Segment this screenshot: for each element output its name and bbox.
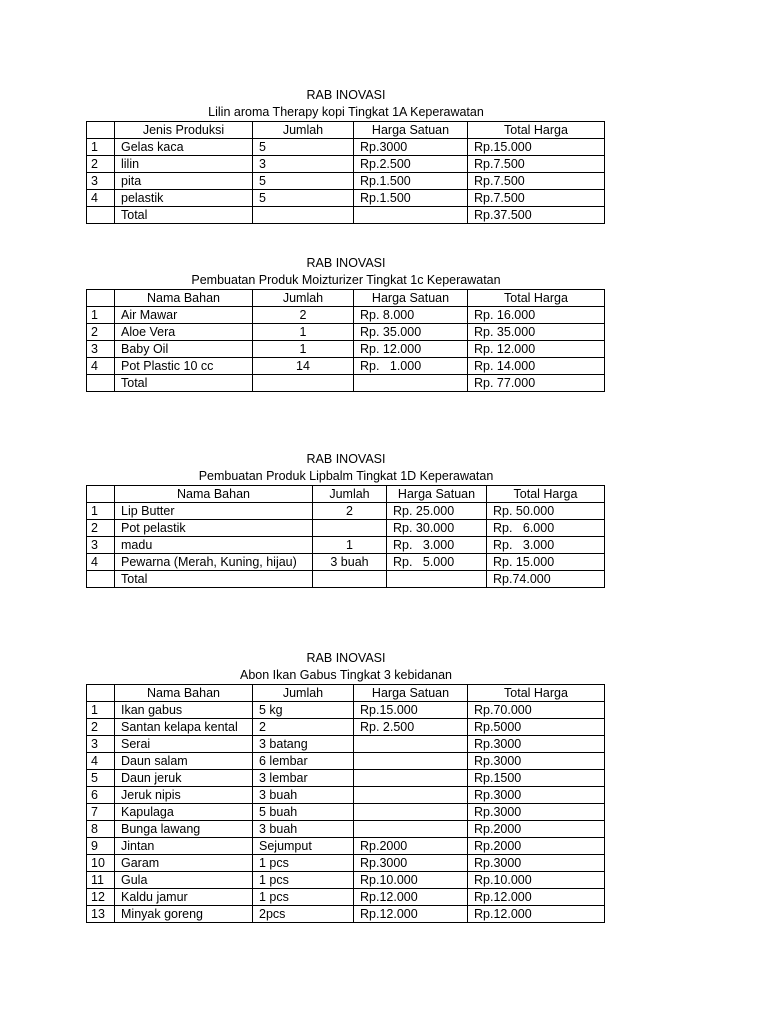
table-cell: 1	[253, 341, 354, 358]
table-cell: 1	[87, 702, 115, 719]
table-cell: 4	[87, 190, 115, 207]
table-cell: 3 batang	[253, 736, 354, 753]
column-header: Jumlah	[313, 486, 387, 503]
table-cell: Jintan	[115, 838, 253, 855]
section-title: RAB INOVASI	[306, 452, 386, 466]
table-cell: Pot Plastic 10 cc	[115, 358, 253, 375]
column-header: Jumlah	[253, 685, 354, 702]
table-cell: Rp.10.000	[354, 872, 468, 889]
table-cell: 4	[87, 753, 115, 770]
table-cell: Kaldu jamur	[115, 889, 253, 906]
table-cell: 2	[253, 307, 354, 324]
table-cell: 3	[87, 736, 115, 753]
table-cell: Rp. 3.000	[387, 537, 487, 554]
table-cell: Gelas kaca	[115, 139, 253, 156]
table-cell: 1	[87, 503, 115, 520]
table-row	[87, 207, 605, 224]
table-row	[87, 156, 605, 173]
table-cell: Rp. 8.000	[354, 307, 468, 324]
table-cell	[87, 207, 115, 224]
section-title: RAB INOVASI	[306, 256, 386, 270]
table-cell: Rp. 16.000	[468, 307, 605, 324]
table-cell: Santan kelapa kental	[115, 719, 253, 736]
table-cell: Rp.1.500	[354, 173, 468, 190]
table-cell: Rp.3000	[468, 804, 605, 821]
table-cell: Rp. 30.000	[387, 520, 487, 537]
table-row	[87, 821, 605, 838]
table-cell: 14	[253, 358, 354, 375]
table-cell: 3	[87, 537, 115, 554]
table-cell	[354, 736, 468, 753]
table-row	[87, 307, 605, 324]
table-cell: Rp.3000	[468, 855, 605, 872]
table-row	[87, 787, 605, 804]
table-cell: 3 lembar	[253, 770, 354, 787]
table-cell	[354, 375, 468, 392]
table-cell: Rp. 3.000	[487, 537, 605, 554]
table-row	[87, 719, 605, 736]
table-row	[87, 341, 605, 358]
column-header	[87, 486, 115, 503]
table-cell: Rp.12.000	[354, 906, 468, 923]
table-cell	[313, 571, 387, 588]
table-cell: Garam	[115, 855, 253, 872]
table-cell	[354, 787, 468, 804]
table-cell: 3 buah	[253, 821, 354, 838]
table-header-row	[87, 685, 605, 702]
table-cell	[87, 571, 115, 588]
table-row	[87, 889, 605, 906]
table-cell: Rp.15.000	[354, 702, 468, 719]
table-cell: Minyak goreng	[115, 906, 253, 923]
table-cell: Rp.12.000	[354, 889, 468, 906]
section-title: RAB INOVASI	[306, 88, 386, 102]
table-cell: Total	[115, 571, 313, 588]
table-row	[87, 554, 605, 571]
table-cell	[387, 571, 487, 588]
table-cell: 3 buah	[253, 787, 354, 804]
section-abon	[86, 650, 606, 923]
section-title: RAB INOVASI	[306, 651, 386, 665]
table-cell: 1	[313, 537, 387, 554]
section-lilin	[86, 87, 606, 224]
table-cell: Rp.15.000	[468, 139, 605, 156]
table-cell: Rp.12.000	[468, 906, 605, 923]
table-cell: Total	[115, 207, 253, 224]
table-row	[87, 375, 605, 392]
table-cell: Rp. 12.000	[468, 341, 605, 358]
table-row	[87, 838, 605, 855]
table-cell: Lip Butter	[115, 503, 313, 520]
table-cell: 2	[253, 719, 354, 736]
table-header-row	[87, 290, 605, 307]
rab-table	[86, 485, 605, 588]
table-cell: 8	[87, 821, 115, 838]
table-cell: 6	[87, 787, 115, 804]
table-cell: Rp. 6.000	[487, 520, 605, 537]
column-header: Jumlah	[253, 290, 354, 307]
table-cell: Rp. 12.000	[354, 341, 468, 358]
table-cell: Bunga lawang	[115, 821, 253, 838]
table-cell: 12	[87, 889, 115, 906]
table-cell: Rp.3000	[354, 855, 468, 872]
section-subtitle: Pembuatan Produk Lipbalm Tingkat 1D Keperawatan	[198, 469, 494, 483]
table-cell: 5 kg	[253, 702, 354, 719]
table-cell: Rp.3000	[468, 787, 605, 804]
table-cell: Rp. 25.000	[387, 503, 487, 520]
table-cell: Rp.1.500	[354, 190, 468, 207]
table-cell	[313, 520, 387, 537]
column-header: Nama Bahan	[115, 486, 313, 503]
table-cell: Jeruk nipis	[115, 787, 253, 804]
table-cell: 5	[87, 770, 115, 787]
column-header: Jumlah	[253, 122, 354, 139]
table-cell: Rp.70.000	[468, 702, 605, 719]
table-cell: 1 pcs	[253, 855, 354, 872]
table-cell: 6 lembar	[253, 753, 354, 770]
table-cell: Daun jeruk	[115, 770, 253, 787]
table-cell: 5	[253, 190, 354, 207]
table-cell: Rp.10.000	[468, 872, 605, 889]
table-cell: 4	[87, 554, 115, 571]
rab-table	[86, 289, 605, 392]
table-cell: Rp. 1.000	[354, 358, 468, 375]
table-cell: Total	[115, 375, 253, 392]
table-cell: Rp. 77.000	[468, 375, 605, 392]
table-cell: 10	[87, 855, 115, 872]
column-header: Harga Satuan	[354, 290, 468, 307]
column-header: Total Harga	[468, 122, 605, 139]
table-cell	[87, 375, 115, 392]
table-row	[87, 770, 605, 787]
table-cell: Rp.7.500	[468, 190, 605, 207]
section-subtitle: Abon Ikan Gabus Tingkat 3 kebidanan	[240, 668, 452, 682]
column-header	[87, 290, 115, 307]
table-cell: Rp. 14.000	[468, 358, 605, 375]
table-cell: 1	[253, 324, 354, 341]
column-header: Total Harga	[487, 486, 605, 503]
table-cell: 3 buah	[313, 554, 387, 571]
table-cell: Serai	[115, 736, 253, 753]
table-row	[87, 855, 605, 872]
table-cell: 1	[87, 139, 115, 156]
section-subtitle: Lilin aroma Therapy kopi Tingkat 1A Keperawatan	[208, 105, 484, 119]
table-cell: pita	[115, 173, 253, 190]
table-cell: 2	[87, 324, 115, 341]
table-row	[87, 358, 605, 375]
table-cell: 11	[87, 872, 115, 889]
table-cell: 4	[87, 358, 115, 375]
table-cell: 5	[253, 139, 354, 156]
table-cell: Rp.7.500	[468, 156, 605, 173]
table-cell: Rp.5000	[468, 719, 605, 736]
table-cell: 3	[253, 156, 354, 173]
table-cell: Rp.2000	[354, 838, 468, 855]
table-cell: 2	[87, 156, 115, 173]
table-row	[87, 571, 605, 588]
table-cell: 3	[87, 173, 115, 190]
table-cell	[354, 753, 468, 770]
table-cell: pelastik	[115, 190, 253, 207]
table-cell: Rp.74.000	[487, 571, 605, 588]
table-cell: Rp. 35.000	[354, 324, 468, 341]
table-header-row	[87, 122, 605, 139]
table-row	[87, 906, 605, 923]
column-header: Harga Satuan	[354, 122, 468, 139]
table-cell: Rp.37.500	[468, 207, 605, 224]
table-cell: 1 pcs	[253, 889, 354, 906]
table-cell: Pewarna (Merah, Kuning, hijau)	[115, 554, 313, 571]
table-cell	[354, 770, 468, 787]
table-cell	[253, 375, 354, 392]
table-cell: Pot pelastik	[115, 520, 313, 537]
table-cell	[354, 821, 468, 838]
table-cell: Rp.7.500	[468, 173, 605, 190]
table-cell: 5 buah	[253, 804, 354, 821]
table-cell: Rp. 15.000	[487, 554, 605, 571]
table-cell: Air Mawar	[115, 307, 253, 324]
table-cell: Rp.1500	[468, 770, 605, 787]
table-cell: Ikan gabus	[115, 702, 253, 719]
table-cell: Rp.3000	[468, 736, 605, 753]
table-cell: 9	[87, 838, 115, 855]
table-row	[87, 190, 605, 207]
column-header: Jenis Produksi	[115, 122, 253, 139]
section-lipbalm	[86, 451, 606, 588]
table-row	[87, 503, 605, 520]
table-cell: 13	[87, 906, 115, 923]
table-cell: Gula	[115, 872, 253, 889]
table-header-row	[87, 486, 605, 503]
table-row	[87, 702, 605, 719]
column-header: Harga Satuan	[354, 685, 468, 702]
column-header: Nama Bahan	[115, 290, 253, 307]
table-row	[87, 139, 605, 156]
table-row	[87, 736, 605, 753]
table-cell	[354, 207, 468, 224]
table-cell: Rp. 5.000	[387, 554, 487, 571]
table-row	[87, 324, 605, 341]
table-cell: 2	[87, 719, 115, 736]
table-row	[87, 804, 605, 821]
section-moizturizer	[86, 255, 606, 392]
column-header: Harga Satuan	[387, 486, 487, 503]
table-cell: Rp.3000	[354, 139, 468, 156]
table-cell: 7	[87, 804, 115, 821]
table-cell: Rp. 35.000	[468, 324, 605, 341]
rab-table	[86, 684, 605, 923]
column-header	[87, 122, 115, 139]
table-cell: Rp. 50.000	[487, 503, 605, 520]
rab-table	[86, 121, 605, 224]
table-row	[87, 537, 605, 554]
table-row	[87, 753, 605, 770]
column-header: Nama Bahan	[115, 685, 253, 702]
table-row	[87, 520, 605, 537]
table-cell: lilin	[115, 156, 253, 173]
table-cell: Kapulaga	[115, 804, 253, 821]
table-row	[87, 173, 605, 190]
column-header	[87, 685, 115, 702]
table-cell: 3	[87, 341, 115, 358]
table-cell	[354, 804, 468, 821]
section-subtitle: Pembuatan Produk Moizturizer Tingkat 1c Keperawatan	[191, 273, 501, 287]
table-cell	[253, 207, 354, 224]
table-cell: Rp.2.500	[354, 156, 468, 173]
table-cell: 2	[313, 503, 387, 520]
table-cell: Aloe Vera	[115, 324, 253, 341]
table-cell: 2pcs	[253, 906, 354, 923]
table-cell: 2	[87, 520, 115, 537]
table-cell: Sejumput	[253, 838, 354, 855]
table-cell: Baby Oil	[115, 341, 253, 358]
table-cell: madu	[115, 537, 313, 554]
table-cell: 1	[87, 307, 115, 324]
table-cell: Rp.2000	[468, 821, 605, 838]
table-row	[87, 872, 605, 889]
column-header: Total Harga	[468, 685, 605, 702]
table-cell: 5	[253, 173, 354, 190]
table-cell: Rp.2000	[468, 838, 605, 855]
table-cell: Rp.12.000	[468, 889, 605, 906]
table-cell: Daun salam	[115, 753, 253, 770]
table-cell: Rp.3000	[468, 753, 605, 770]
column-header: Total Harga	[468, 290, 605, 307]
table-cell: Rp. 2.500	[354, 719, 468, 736]
table-cell: 1 pcs	[253, 872, 354, 889]
